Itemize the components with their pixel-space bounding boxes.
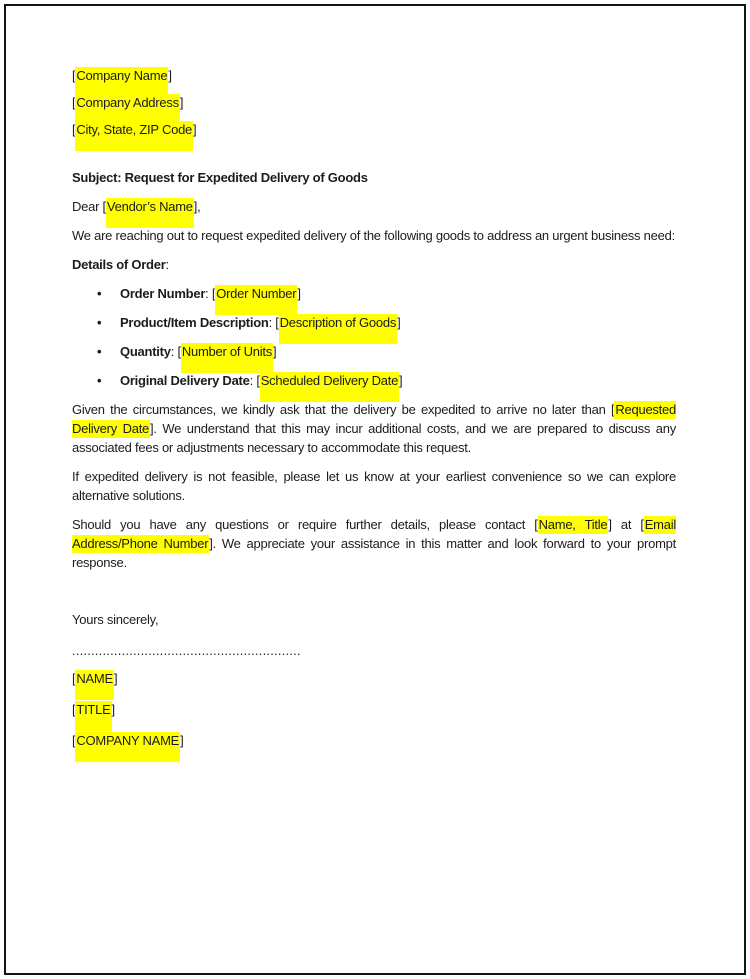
intro-paragraph bbox=[72, 226, 676, 245]
bracket-close: ] bbox=[179, 95, 184, 110]
bracket-close: ] bbox=[399, 373, 403, 388]
subject-line bbox=[72, 168, 676, 187]
bracket-close: ] bbox=[297, 286, 301, 301]
description-of-goods-placeholder: Description of Goods bbox=[279, 314, 397, 344]
separator: : [ bbox=[268, 315, 279, 330]
alternative-text: If expedited delivery is not feasible, please let us know at your earliest convenience so we can explore alternative solutions. bbox=[72, 469, 676, 503]
closing-line bbox=[72, 610, 676, 629]
name-title-placeholder: Name, Title bbox=[538, 517, 608, 532]
quantity-item bbox=[72, 342, 676, 361]
original-delivery-date-label: Original Delivery Date bbox=[120, 373, 250, 388]
requested-delivery-date-placeholder: Requested Delivery Date bbox=[72, 402, 676, 436]
title-placeholder: TITLE bbox=[75, 701, 111, 731]
signature-company-name-placeholder: COMPANY NAME bbox=[75, 732, 180, 762]
bracket-open: [ bbox=[72, 733, 76, 748]
expedite-text-2: ]. We understand that this may incur additional costs, and we are prepared to discuss any associated fees or adjustments necessary to accommodate this request. bbox=[72, 421, 676, 455]
bracket-open: [ bbox=[72, 122, 76, 137]
bullet-icon: • bbox=[97, 315, 102, 330]
order-number-label: Order Number bbox=[120, 286, 206, 301]
signature-dotted-line bbox=[72, 641, 676, 660]
dotted-line: ............................................................ bbox=[72, 643, 301, 658]
intro-text: We are reaching out to request expedited delivery of the following goods to address an urgent business need: bbox=[72, 228, 675, 243]
original-delivery-date-item bbox=[72, 371, 676, 390]
order-number-item bbox=[72, 284, 676, 303]
details-heading bbox=[72, 255, 676, 274]
bracket-close: ] bbox=[180, 733, 184, 748]
bracket-open: [ bbox=[72, 95, 76, 110]
bracket-close: ] bbox=[168, 68, 172, 83]
separator: : [ bbox=[205, 286, 216, 301]
bracket-close: ] bbox=[397, 315, 401, 330]
quantity-label: Quantity bbox=[120, 344, 171, 359]
salutation-prefix: Dear [ bbox=[72, 199, 106, 214]
bracket-open: [ bbox=[72, 702, 76, 717]
details-heading-label: Details of Order bbox=[72, 257, 166, 272]
alternative-paragraph bbox=[72, 467, 676, 505]
city-state-zip-placeholder: City, State, ZIP Code bbox=[75, 121, 193, 151]
signature-title-line bbox=[72, 700, 676, 719]
bracket-open: [ bbox=[72, 671, 76, 686]
contact-text-1: Should you have any questions or require further details, please contact [ bbox=[72, 517, 538, 532]
sender-company-name-line bbox=[72, 66, 676, 85]
signature-name-line bbox=[72, 669, 676, 688]
name-placeholder: NAME bbox=[75, 670, 114, 700]
separator: : [ bbox=[249, 373, 260, 388]
document-page bbox=[4, 4, 746, 975]
closing-text: Yours sincerely, bbox=[72, 612, 159, 627]
company-address-placeholder: Company Address bbox=[75, 94, 179, 124]
order-details-list bbox=[72, 284, 676, 390]
bracket-open: [ bbox=[72, 68, 76, 83]
bullet-icon: • bbox=[97, 344, 102, 359]
sender-city-state-zip-line bbox=[72, 120, 676, 139]
salutation-suffix: ], bbox=[193, 199, 201, 214]
expedite-text-1: Given the circumstances, we kindly ask that the delivery be expedited to arrive no later than [ bbox=[72, 402, 615, 417]
bracket-close: ] bbox=[113, 671, 118, 686]
letter-content bbox=[72, 66, 676, 762]
bullet-icon: • bbox=[97, 373, 102, 388]
separator: : [ bbox=[170, 344, 181, 359]
company-name-placeholder: Company Name bbox=[75, 67, 168, 97]
sender-company-address-line bbox=[72, 93, 676, 112]
signature-company-line bbox=[72, 731, 676, 750]
subject-text: Subject: Request for Expedited Delivery of Goods bbox=[72, 170, 368, 185]
order-number-placeholder: Order Number bbox=[215, 285, 297, 315]
expedite-paragraph bbox=[72, 400, 676, 457]
vendor-name-placeholder: Vendor’s Name bbox=[106, 198, 194, 228]
details-heading-colon: : bbox=[165, 257, 169, 272]
email-phone-placeholder: Email Address/Phone Number bbox=[72, 517, 677, 551]
contact-text-2: ] at [ bbox=[608, 517, 644, 532]
bracket-close: ] bbox=[111, 702, 115, 717]
bullet-icon: • bbox=[97, 286, 102, 301]
product-description-item bbox=[72, 313, 676, 332]
contact-paragraph bbox=[72, 515, 676, 572]
contact-text-3: ]. We appreciate your assistance in this matter and look forward to your prompt response. bbox=[72, 536, 676, 570]
salutation-line bbox=[72, 197, 676, 216]
number-of-units-placeholder: Number of Units bbox=[181, 343, 273, 373]
scheduled-delivery-date-placeholder: Scheduled Delivery Date bbox=[260, 372, 399, 402]
product-description-label: Product/Item Description bbox=[120, 315, 269, 330]
bracket-close: ] bbox=[273, 344, 277, 359]
bracket-close: ] bbox=[193, 122, 197, 137]
